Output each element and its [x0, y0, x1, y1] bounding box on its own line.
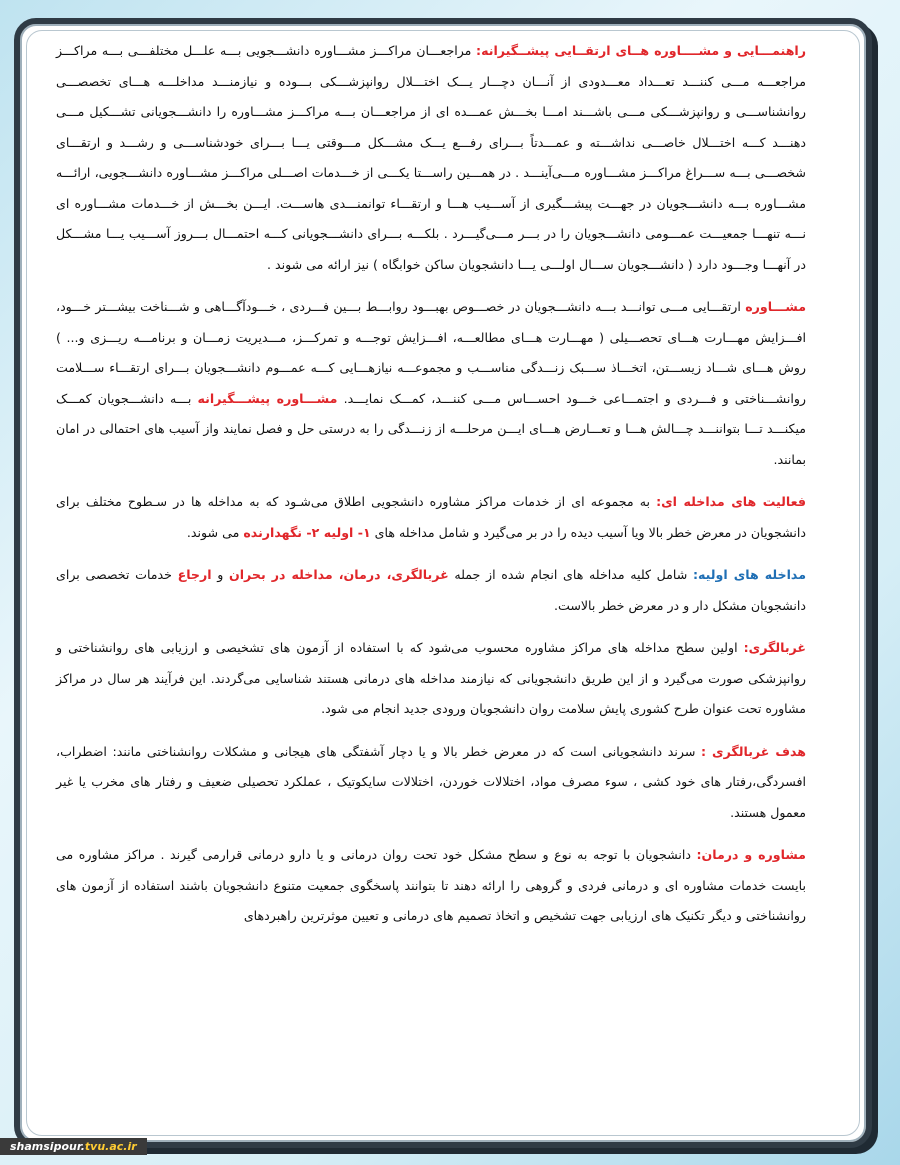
primary-highlight-1: غربالگری، درمان، مداخله در بحران — [228, 567, 449, 582]
preventive-text: بـــه دانشـــجویان کمـــک میکنـــد تـــا بتواننـــد چـــالش هـــا و تعـــارض هـــای ایـــن مرحلـــه از زنـــدگی را به درستی حل و فصل نمایند واز آسیب های احتمالی در امان بمانند. — [56, 390, 806, 467]
therapy-text: دانشجویان با توجه به نوع و سطح مشکل خود تحت روان درمانی و یا دارو درمانی قرارمی گیرند . مراکز مشاوره می بایست خدمات مشاوره ای و درمانی فردی و گروهی را ارائه دهند تا بتوانند پاسخگوی جمعیت متنوع دانشجویان باشند استفاده از آزمون های روانشناختی و دیگر تکنیک های ارزیابی جهت تشخیص و اتخاذ تصمیم های درمانی و تعیین موثرترین راهبردهای — [56, 847, 806, 923]
interventions-text: به مجموعه ای از خدمات مراکز مشاوره دانشجویی اطلاق می‌شـود که به مداخله ها در سـطوح مختلف برای دانشجویان در معرض خطر بالا ویا آسیب دیده را در بر می‌گیرد و شامل مداخله های — [56, 494, 806, 540]
heading-interventions: فعالیت های مداخله ای: — [656, 494, 806, 509]
heading-screening: غربالگری: — [743, 640, 806, 655]
screening-text: اولین سطح مداخله های مراکز مشاوره محسوب می‌شود که با استفاده از آزمون های تشخیصی و ارزیابی های روانشناختی و روانپزشکی صورت می‌گیرد و از این طریق دانشجویانی که نیازمند مداخله های درمانی هستند شناسایی می‌گردند. این فرآیند هر سال در مراکز مشاوره تحت عنوان طرح کشوری پایش سلامت روان دانشجویان ورودی جدید انجام می شود. — [56, 640, 806, 716]
paragraph-counseling — [56, 292, 806, 475]
paragraph-screening-goal — [56, 737, 806, 829]
document-body — [56, 36, 806, 944]
heading-promotive-counseling: راهنمـــایی و مشــــاوره هــای ارتقــایی پیشــگیرانه: — [476, 43, 806, 58]
paragraph-interventions — [56, 487, 806, 548]
watermark-prefix: shamsipour. — [10, 1140, 85, 1153]
intro-text: مراجعـــان مراکـــز مشـــاوره دانشـــجویی بـــه علـــل مختلفـــی بـــه مراکـــز مراجعـــه مـــی کننـــد تعـــداد معـــدودی از آنـــان دچـــار یـــک اختـــلال روانپزشـــکی بـــوده و نیازمنـــد مداخلـــه هـــای تخصصـــی روانشناســـی و روانپزشـــکی مـــی باشـــند امـــا بخـــش عمـــده ای از مراجعـــان بـــه مراکـــز مشـــاوره را دانشـــجویانی تشـــکیل مـــی دهنـــد کـــه اختـــلال خاصـــی نداشـــته و عمـــدتاً بـــرای رفـــع یـــک مشـــکل مـــوقتی یـــا بـــرای خودشناســـی و رشـــد و ارتقـــای شخصـــی بـــه ســـراغ مراکـــز مشـــاوره مـــی‌آینـــد . در همـــین راســـتا یکـــی از خـــدمات اصـــلی مراکـــز مشـــاوره دانشـــجویی، ارائـــه مشـــاوره بـــه دانشـــجویان در جهـــت پیشـــگیری از آســـیب هـــا و ارتقـــاء توانمنـــدی هاســـت. ایـــن بخـــش از خـــدمات مشـــاوره ای نـــه تنهـــا جمعیـــت عمـــومی دانشـــجویان را در بـــر مـــی‌گیـــرد . بلکـــه بـــرای دانشـــجویانی کـــه احتمـــال بـــروز آســـیب یـــا مشـــکل در آنهـــا وجـــود دارد ( دانشـــجویان ســـال اولـــی یـــا دانشجویان ساکن خوابگاه ) نیز ارائه می شوند . — [56, 43, 806, 272]
interventions-tail: می شوند. — [186, 524, 244, 540]
counseling-text: ارتقـــایی مـــی توانـــد بـــه دانشـــجویان در خصـــوص بهبـــود روابـــط بـــین فـــردی ، خـــودآگـــاهی و شـــناخت بیشـــتر خـــود، افـــزایش مهـــارت هـــای تحصـــیلی ( مهـــارت هـــای مطالعـــه، افـــزایش توجـــه و تمرکـــز، مـــدیریت زمـــان و برنامـــه ریـــزی و... ) روش هـــای شـــاد زیســـتن، اتخـــاذ ســـبک زنـــدگی مناســـب و مجموعـــه نیازهـــایی کـــه عمـــوم دانشـــجویان بـــرای ارتقـــاء ســـلامت روانشـــناختی و فـــردی و اجتمـــاعی خـــود احســـاس مـــی کننـــد، کمـــک نمایـــد. — [56, 299, 806, 406]
heading-counseling: مشـــاوره — [745, 299, 806, 314]
intervention-levels: ۱- اولیه ۲- نگهدارنده — [243, 524, 371, 540]
primary-text: شامل کلیه مداخله های انجام شده از جمله — [448, 567, 693, 582]
heading-preventive-counseling: مشـــاوره پیشـــگیرانه — [197, 390, 338, 406]
primary-and: و — [211, 567, 229, 582]
site-watermark — [0, 1138, 147, 1155]
paragraph-screening — [56, 633, 806, 725]
paragraph-intro — [56, 36, 806, 280]
paragraph-therapy — [56, 840, 806, 932]
heading-primary-interventions: مداخله های اولیه: — [692, 567, 806, 582]
watermark-domain: tvu.ac.ir — [84, 1140, 137, 1153]
primary-highlight-referral: ارجاع — [177, 567, 212, 582]
screening-goal-text: سرند دانشجویانی است که در معرض خطر بالا و یا دچار آشفتگی های هیجانی و مشکلات روانشناختی مانند: اضطراب، افسردگی،رفتار های خود کشی ، سوء مصرف مواد، اختلالات خوردن، اختلالات سایکوتیک ، عملکرد تحصیلی ضعیف و رفتار های مخرب یا غیر معمول هستند. — [56, 743, 806, 820]
heading-therapy: مشاوره و درمان: — [696, 847, 806, 862]
heading-screening-goal: هدف غربالگری : — [701, 743, 807, 759]
paragraph-primary-interventions — [56, 560, 806, 621]
primary-tail: خدمات تخصصی برای دانشجویان مشکل دار و در معرض خطر بالاست. — [56, 567, 806, 613]
